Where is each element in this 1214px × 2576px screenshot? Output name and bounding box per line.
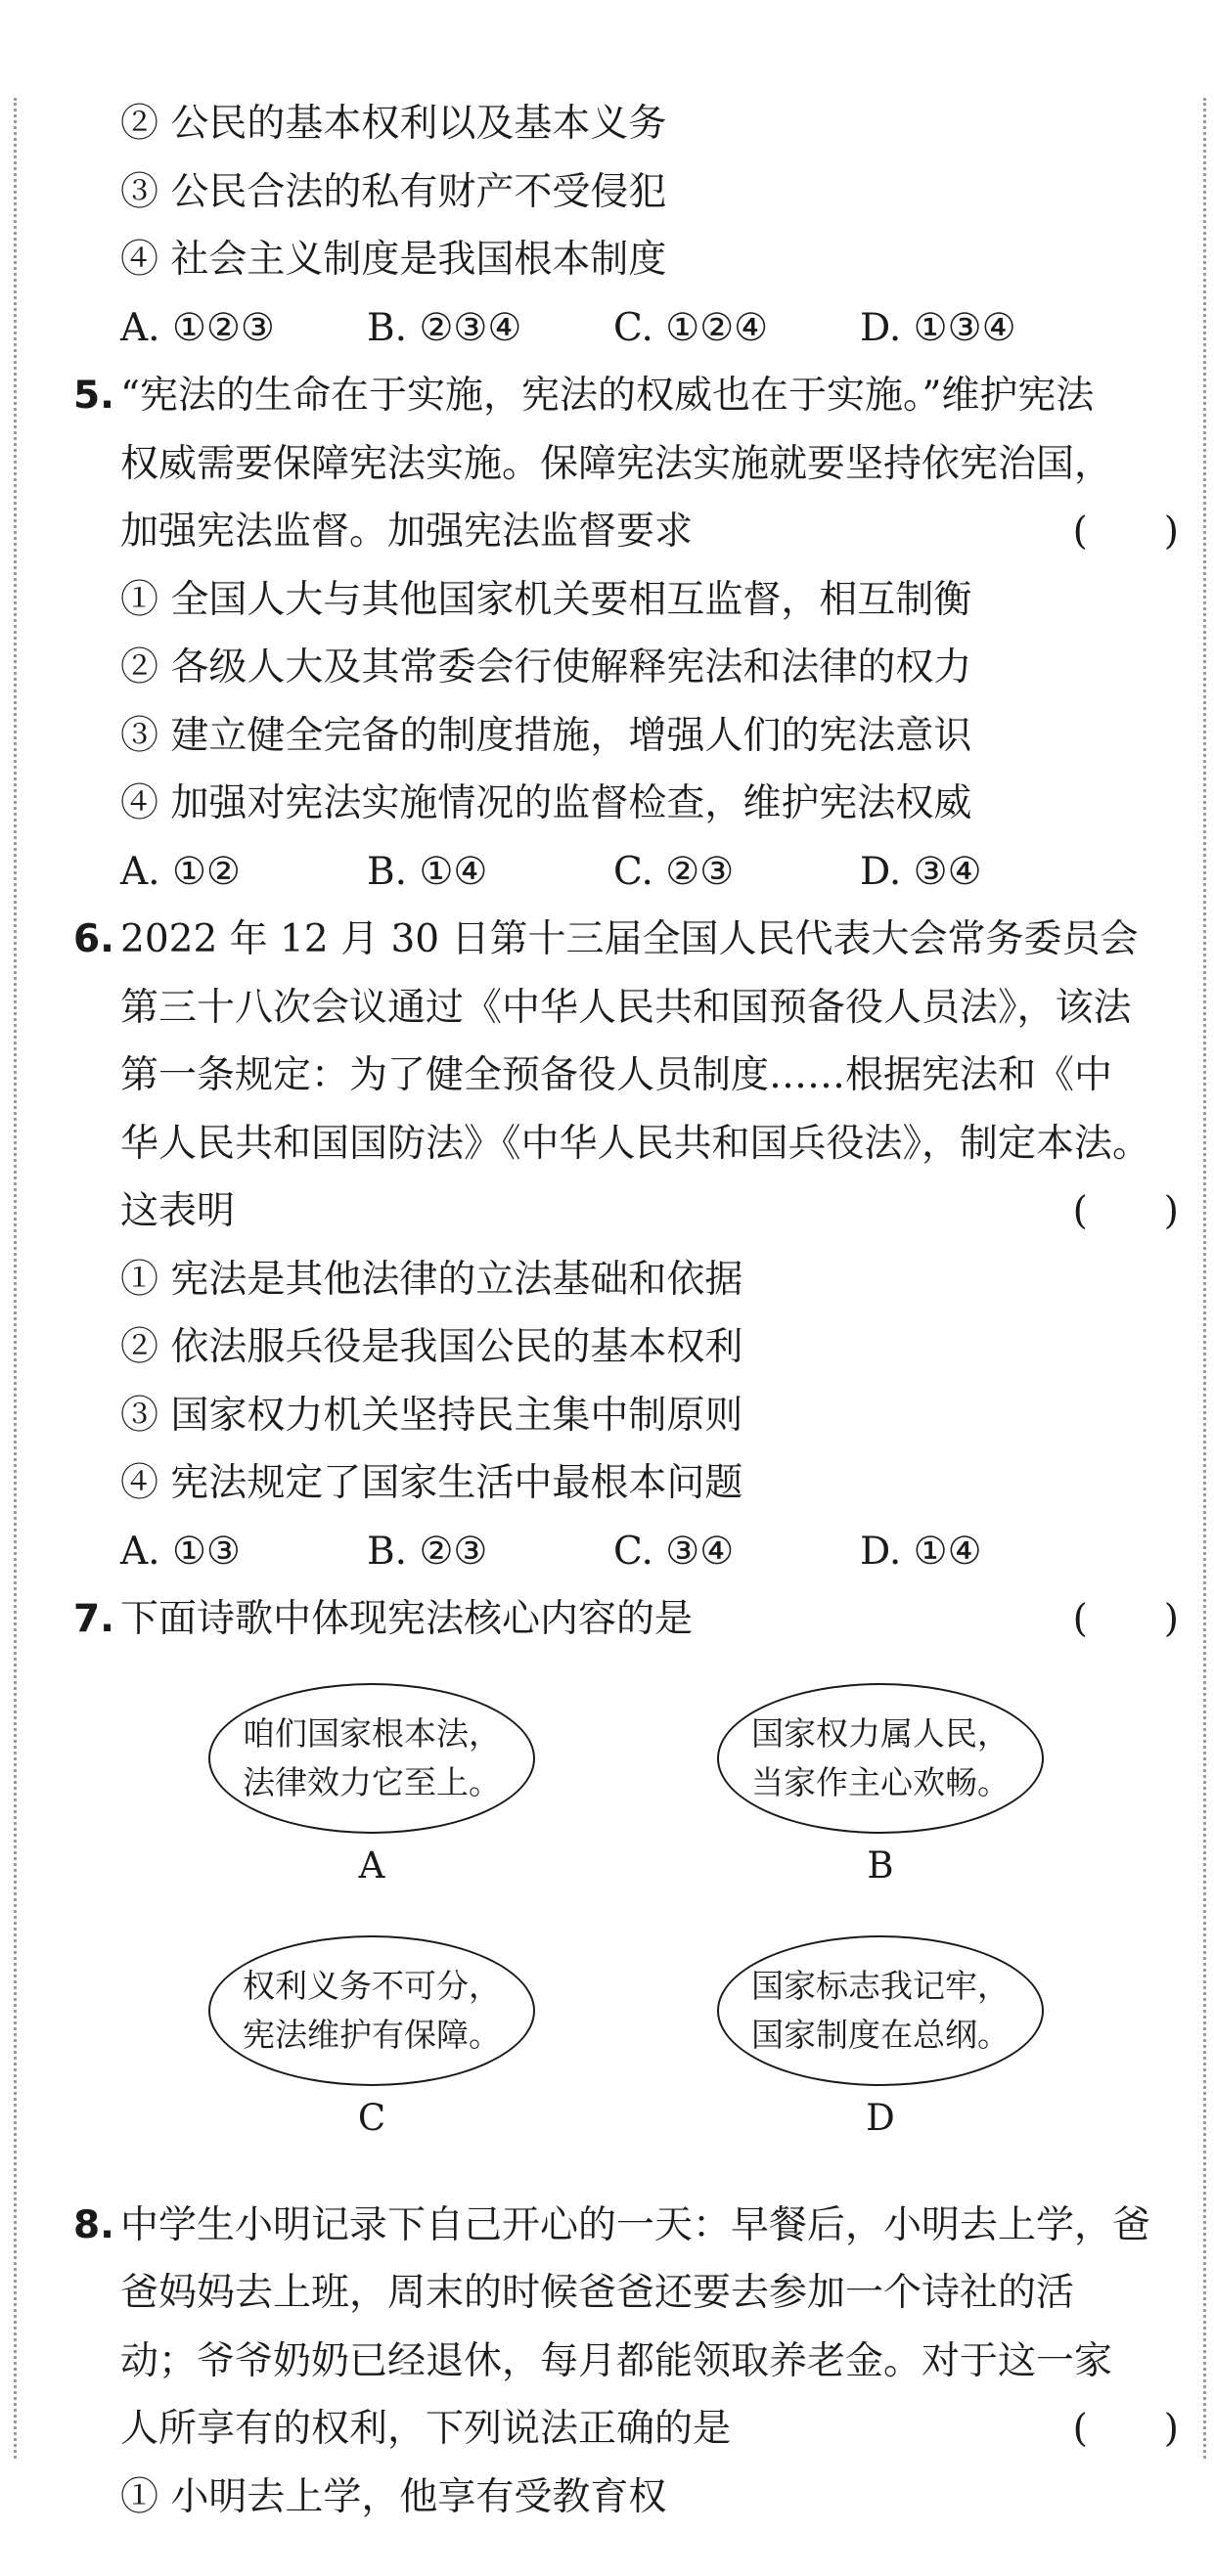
q7-oval-b-line-2: 当家作主心欢畅。: [751, 1762, 1010, 1801]
q8-number: 8.: [73, 2202, 114, 2247]
binding-margin-left: [14, 98, 17, 2459]
q7-poem-options: [73, 1683, 1179, 2192]
q7-label-a: A: [358, 1843, 385, 1887]
q6-stem-line-5: [73, 1177, 1179, 1246]
q5-option-3: ③ 建立健全完备的制度措施，增强人们的宪法意识: [120, 713, 972, 758]
q6-stem-line-3: 第一条规定：为了健全预备役人员制度……根据宪法和《中: [120, 1053, 1113, 1097]
q6-choices: [73, 1518, 1179, 1586]
q7-label-b: B: [867, 1843, 894, 1887]
q7-oval-b-line-1: 国家权力属人民，: [751, 1713, 1010, 1753]
q6-stem-line-4: 华人民共和国国防法》《中华人民共和国兵役法》，制定本法。: [120, 1121, 1151, 1166]
q8-stem-line-1: [73, 2192, 1179, 2260]
q5-option-4: ④ 加强对宪法实施情况的监督检查，维护宪法权威: [120, 781, 972, 825]
q6-stem-line-1: [73, 906, 1179, 974]
q5-stem-line-3: [73, 498, 1179, 566]
q7-oval-a-line-1: 咱们国家根本法，: [243, 1713, 501, 1753]
q8-stem-text-1: 中学生小明记录下自己开心的一天：早餐后，小明去上学，爸: [120, 2202, 1151, 2247]
worksheet-page: [73, 90, 1179, 2531]
q7-oval-a: [208, 1683, 535, 1834]
q8-stem-line-3: 动；爷爷奶奶已经退休，每月都能领取养老金。对于这一家: [120, 2338, 1113, 2383]
q4-choices: [73, 294, 1179, 363]
q8-stem-text-4: 人所享有的权利，下列说法正确的是: [120, 2407, 732, 2451]
q5-choice-c: C. ②③: [613, 849, 735, 894]
q5-stem-line-1: [73, 362, 1179, 430]
q7-oval-d: [717, 1935, 1044, 2086]
q6-number: 6.: [73, 917, 114, 961]
q6-option-1: ① 宪法是其他法律的立法基础和依据: [120, 1257, 743, 1302]
q7-oval-b: [717, 1683, 1044, 1834]
q4-choice-c: C. ①②④: [613, 305, 769, 350]
q6-stem-line-2: 第三十八次会议通过《中华人民共和国预备役人员法》，该法: [120, 985, 1132, 1030]
q6-option-3: ③ 国家权力机关坚持民主集中制原则: [120, 1393, 743, 1438]
q7-oval-d-line-2: 国家制度在总纲。: [751, 2015, 1010, 2054]
q6-choice-b: B. ②③: [367, 1529, 488, 1574]
q5-stem-text-1: “宪法的生命在于实施，宪法的权威也在于实施。”维护宪法: [120, 374, 1095, 418]
q6-choice-a: A. ①③: [120, 1529, 241, 1574]
q8-answer-bracket: ( ): [1072, 2407, 1179, 2451]
q8-stem-line-4: [73, 2395, 1179, 2464]
q5-option-2: ② 各级人大及其常委会行使解释宪法和法律的权力: [120, 645, 972, 689]
q7-oval-c: [208, 1935, 535, 2086]
q7-oval-a-line-2: 法律效力它至上。: [243, 1762, 501, 1801]
q4-choice-d: D. ①③④: [860, 305, 1016, 350]
q6-option-4: ④ 宪法规定了国家生活中最根本问题: [120, 1461, 743, 1505]
q7-option-a: [205, 1683, 538, 1892]
q7-oval-c-line-2: 宪法维护有保障。: [243, 2015, 501, 2054]
q4-option-3: ③ 公民合法的私有财产不受侵犯: [120, 169, 667, 214]
q5-stem-line-2: 权威需要保障宪法实施。保障宪法实施就要坚持依宪治国，: [120, 441, 1113, 486]
q4-choice-a: A. ①②③: [120, 305, 275, 350]
q7-answer-bracket: ( ): [1072, 1597, 1179, 1641]
q6-answer-bracket: ( ): [1072, 1189, 1179, 1233]
q5-choice-a: A. ①②: [120, 849, 241, 894]
q7-oval-c-line-1: 权利义务不可分，: [243, 1966, 501, 2005]
q6-choice-c: C. ③④: [613, 1529, 735, 1574]
q7-option-d: [714, 1935, 1047, 2145]
q6-choice-d: D. ①④: [860, 1529, 982, 1574]
q5-number: 5.: [73, 374, 114, 418]
q4-option-2: ② 公民的基本权利以及基本义务: [120, 102, 667, 146]
q7-label-d: D: [866, 2096, 895, 2139]
q4-option-4: ④ 社会主义制度是我国根本制度: [120, 238, 667, 282]
q7-label-c: C: [357, 2096, 386, 2139]
q5-choice-d: D. ③④: [860, 849, 982, 894]
q6-stem-text-5: 这表明: [120, 1189, 236, 1233]
q7-option-b: [714, 1683, 1047, 1892]
q7-number: 7.: [73, 1597, 114, 1641]
q8-stem-line-2: 爸妈妈去上班，周末的时候爸爸还要去参加一个诗社的活: [120, 2271, 1075, 2315]
q5-stem-text-3: 加强宪法监督。加强宪法监督要求: [120, 510, 694, 554]
q5-choice-b: B. ①④: [367, 849, 488, 894]
q6-stem-text-1: 2022 年 12 月 30 日第十三届全国人民代表大会常务委员会: [120, 917, 1139, 961]
q5-choices: [73, 838, 1179, 907]
q7-option-c: [205, 1935, 538, 2145]
q5-answer-bracket: ( ): [1072, 510, 1179, 554]
q8-option-1: ① 小明去上学，他享有受教育权: [120, 2474, 667, 2519]
q7-stem-text: 下面诗歌中体现宪法核心内容的是: [120, 1597, 694, 1641]
q7-oval-d-line-1: 国家标志我记牢，: [751, 1966, 1010, 2005]
q6-option-2: ② 依法服兵役是我国公民的基本权利: [120, 1325, 743, 1369]
q7-stem-line: [73, 1585, 1179, 1654]
q5-option-1: ① 全国人大与其他国家机关要相互监督，相互制衡: [120, 577, 972, 622]
q4-choice-b: B. ②③④: [367, 305, 522, 350]
binding-margin-right: [1203, 98, 1206, 2459]
